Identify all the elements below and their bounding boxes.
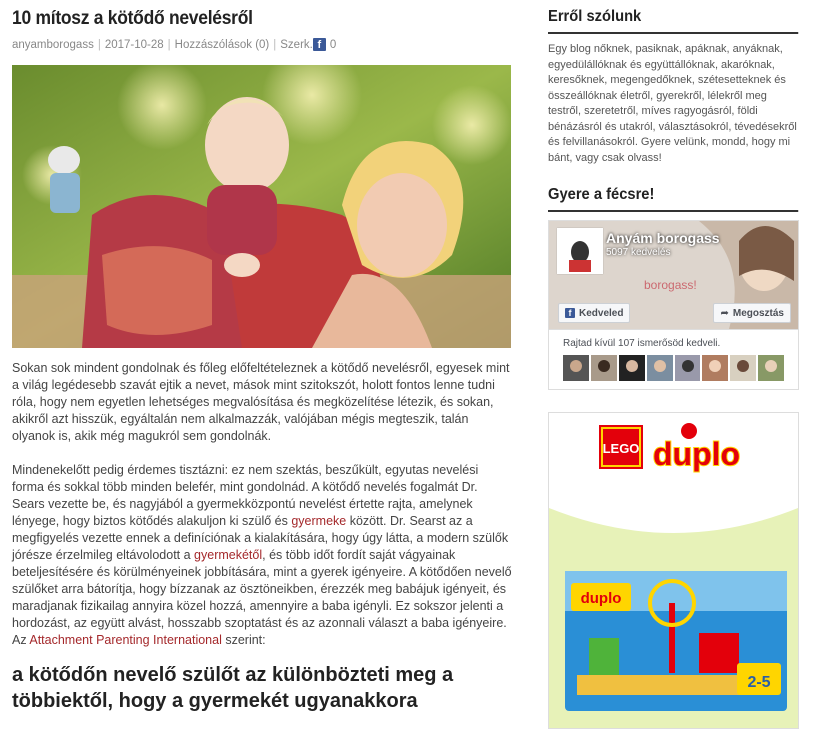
share-icon: ➦ xyxy=(720,307,729,319)
facebook-page-plugin xyxy=(548,220,799,390)
meta-separator: | xyxy=(97,38,101,51)
sidebar xyxy=(548,0,798,729)
about-text: Egy blog nőknek, pasiknak, apáknak, anyáknak, egyedülállóknak és együttállóknak, akaróknak, keresőknek, megengedőknek, szétesetteknek és összeállóknak életről, gyerekről, lélekről meg testről, szeretetről, míves ragyogásról, földi bénázásról és utakról, választásokról, tévedésekről és felvillanásokról. Gyere velünk, mondd, hogy mi bánt, vagy csak olvass! xyxy=(548,43,797,164)
facebook-page-name[interactable]: Anyám borogass xyxy=(606,230,720,246)
friend-avatar[interactable] xyxy=(730,355,756,381)
link-attachment-parenting[interactable]: Attachment Parenting International xyxy=(29,633,222,647)
post-subheading: a kötődőn nevelő szülőt az különbözteti meg a többiektől, hogy a gyermekét ugyanakkora xyxy=(12,664,454,712)
facebook-friends xyxy=(549,329,798,389)
friend-avatar[interactable] xyxy=(647,355,673,381)
box-duplo-text: duplo xyxy=(580,590,622,607)
facebook-share-count: 0 xyxy=(329,38,337,51)
paragraph-2-part-3: , és több időt fordít saját vágyainak beteljesítésére és körülményeinek jobbítására, mint a gyerek igényeire. A kötődően nevelő szülőket arra bátorítja, hogy bízzanak az ösztöneikben, érezzék meg babájuk igényeit, és maradjanak fizikailag annyira közel hozzá, amennyire a baba igényli. Ez sokszor jelenti a hordozást, az együtt alvást, hosszabb szoptatást és az azonnali választ a baba igényeire. Az xyxy=(12,548,512,647)
link-gyermeke[interactable]: gyermeke xyxy=(291,514,347,528)
age-badge: 2-5 xyxy=(747,674,771,691)
post-author[interactable]: anyamborogass xyxy=(12,38,94,51)
friend-avatar[interactable] xyxy=(702,355,728,381)
post-date: 2017-10-28 xyxy=(104,38,164,51)
svg-text:borogass!: borogass! xyxy=(644,278,697,292)
friends-like-text: Rajtad kívül 107 ismerősöd kedveli. xyxy=(563,338,721,349)
post-body xyxy=(12,360,512,666)
meta-separator: | xyxy=(273,38,277,51)
friend-avatar[interactable] xyxy=(758,355,784,381)
edit-link[interactable]: Szerk. xyxy=(280,38,313,51)
paragraph-2 xyxy=(12,462,512,649)
post-hero-image xyxy=(12,65,511,348)
paragraph-2-part-1: Mindenekelőtt pedig érdemes tisztázni: ez nem szektás, beszűkült, egyutas nevelési forma és sokkal több minden belefér, mint gondolnád. A kötődő nevelés fogalmát Dr. Sears vezette be, és nagyjából a gyermekközpontú nevelést értette rajta, amelynek lényege, hogy biztos kötődés alakuljon ki szülő és xyxy=(12,463,479,528)
friend-avatar[interactable] xyxy=(563,355,589,381)
post-meta xyxy=(12,38,512,51)
lego-duplo-ad[interactable] xyxy=(548,412,799,729)
paragraph-1: Sokan sok mindent gondolnak és főleg előfeltételeznek a kötődő nevelésről, egyesek mint a világ legédesebb szavát ejtik a nevet, mások mint szitokszót, holott fontos lenne tudni róla, hogy nem egyetlen lehetséges megvalósítása és megközelítése létezik, és sokan, akikről azt hisszük, egyáltalán nem alkalmazzák, valójában mégis megteszik, talán olyanok is, akik még magukról sem gondolnák. xyxy=(12,361,510,443)
friend-avatar[interactable] xyxy=(619,355,645,381)
comments-link[interactable]: Hozzászólások (0) xyxy=(174,38,270,51)
share-button-label: Megosztás xyxy=(732,307,784,319)
facebook-share-button[interactable] xyxy=(713,303,791,323)
meta-separator: | xyxy=(167,38,171,51)
duplo-logo-text: duplo xyxy=(653,436,741,472)
lego-logo xyxy=(599,425,643,469)
link-gyermeketol[interactable]: gyermekétől xyxy=(194,548,263,562)
post-title[interactable]: 10 mítosz a kötődő nevelésről xyxy=(12,8,253,29)
facebook-cover[interactable] xyxy=(549,221,798,329)
facebook-page-likes: 5097 kedvelés xyxy=(606,247,671,258)
friend-avatar[interactable] xyxy=(675,355,701,381)
facebook-icon[interactable]: f xyxy=(313,38,326,51)
about-widget-title: Erről szólunk xyxy=(548,8,798,34)
facebook-like-button[interactable] xyxy=(558,303,630,323)
like-button-label: Kedveled xyxy=(579,307,624,319)
paragraph-2-part-2: között. Dr. Searst az a megfigyelés vezette ennek a definíciónak a kialakítására, hogy úgy látta, a modern szülők jórésze érzelmileg eltávolodott a xyxy=(12,514,509,562)
facebook-icon: f xyxy=(565,308,575,318)
lego-logo-text: LEGO xyxy=(602,441,640,456)
facebook-page-avatar[interactable] xyxy=(557,228,603,274)
paragraph-2-part-4: szerint: xyxy=(221,633,266,647)
facebook-widget-title: Gyere a fécsre! xyxy=(548,186,798,212)
friend-avatars xyxy=(563,355,784,381)
main-content xyxy=(12,0,512,712)
friend-avatar[interactable] xyxy=(591,355,617,381)
duplo-product-box xyxy=(565,571,787,711)
